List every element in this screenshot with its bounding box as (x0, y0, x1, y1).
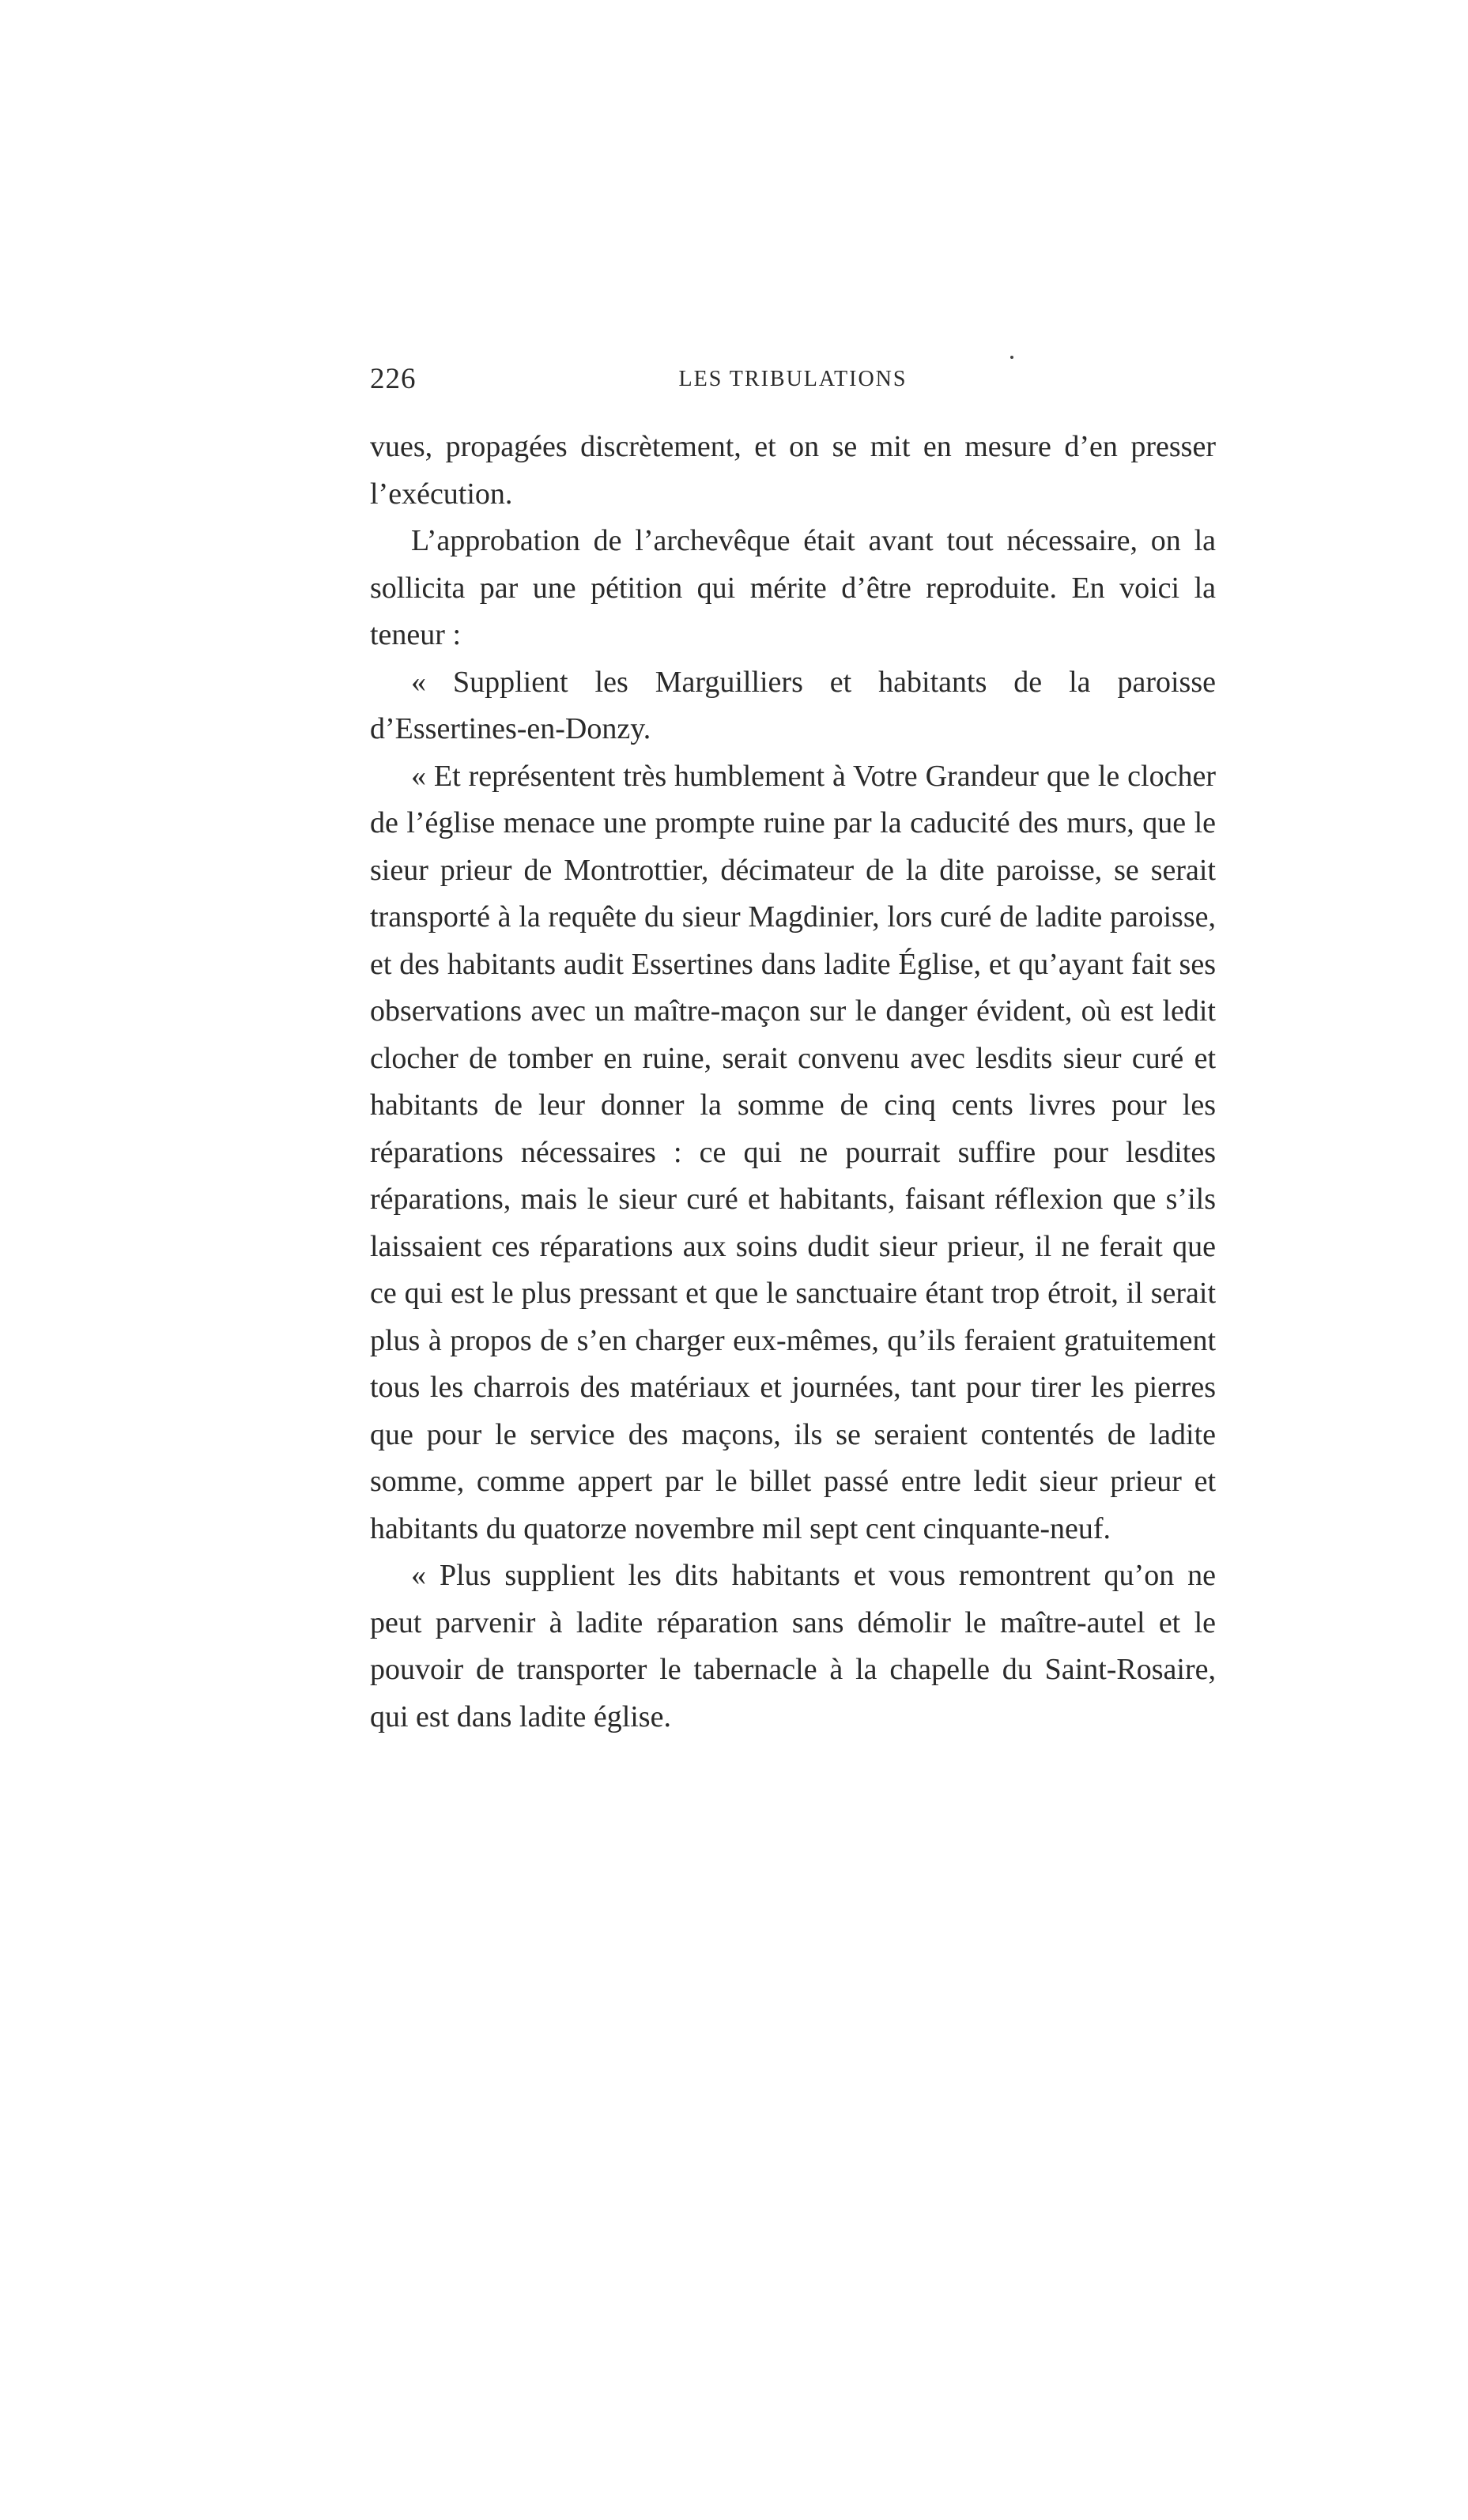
page-header (370, 362, 1216, 402)
page-number: 226 (370, 363, 417, 395)
paragraph-plus-supplient: « Plus supplient les dits habitants et vous remontrent qu’on ne peut parvenir à ladite réparation sans démolir le maître-autel et le pouvoir de transporter le tabernacle à la chapelle du Saint-Rosaire, qui est dans ladite église. (370, 1559, 1216, 1733)
paragraph-representent: « Et représentent très humblement à Votre Grandeur que le clocher de l’église menace une prompte ruine par la caducité des murs, que le sieur prieur de Montrottier, décimateur de la dite paroisse, se serait transporté à la requête du sieur Magdinier, lors curé de ladite paroisse, et des habitants audit Essertines dans ladite Église, et qu’ayant fait ses observations avec un maître-maçon sur le danger évident, où est ledit clocher de tomber en ruine, serait convenu avec lesdits sieur curé et habitants de leur donner la somme de cinq cents livres pour les réparations nécessaires : ce qui ne pourrait suffire pour lesdites réparations, mais le sieur curé et habitants, faisant réflexion que s’ils laissaient ces réparations aux soins dudit sieur prieur, il ne ferait que ce qui est le plus pressant et que le sanctuaire étant trop étroit, il serait plus à propos de s’en charger eux-mêmes, qu’ils feraient gratuitement tous les charrois des matériaux et journées, tant pour tirer les pierres que pour le service des maçons, ils se seraient contentés de ladite somme, comme appert par le billet passé entre ledit sieur prieur et habitants du quatorze novembre mil sept cent cinquante-neuf. (370, 759, 1216, 1545)
paragraph-continuation: vues, propagées discrètement, et on se mit en mesure d’en presser l’exécution. (370, 430, 1216, 511)
body-text (370, 424, 1216, 1741)
ink-speck (1010, 356, 1013, 359)
paragraph-approbation: L’approbation de l’archevêque était avant tout nécessaire, on la sollicita par une pétition qui mérite d’être reproduite. En voici la teneur : (370, 524, 1216, 651)
paragraph-supplient: « Supplient les Marguilliers et habitants de la paroisse d’Essertines-en-Donzy. (370, 665, 1216, 745)
running-title: LES TRIBULATIONS (678, 367, 908, 391)
